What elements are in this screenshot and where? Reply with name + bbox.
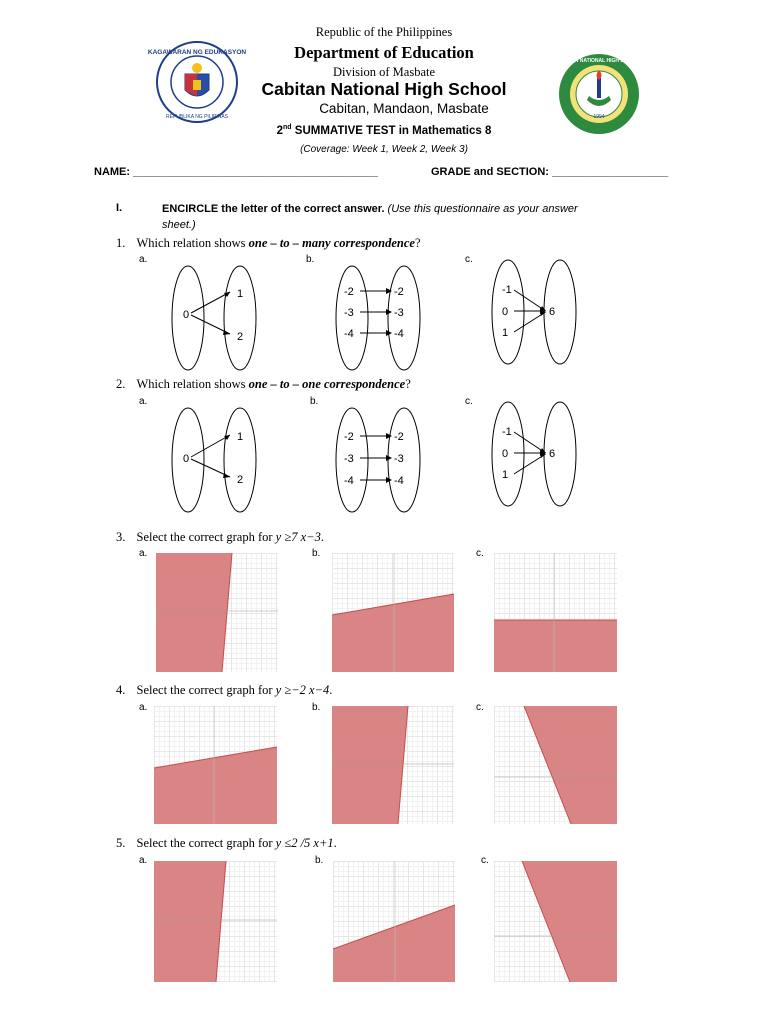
domain-label: -4: [344, 475, 354, 487]
q2-option-b-letter[interactable]: b.: [310, 396, 319, 407]
question-2: [116, 377, 411, 392]
school-seal: [557, 52, 641, 136]
school-seal-ring: CABITAN NATIONAL HIGH SCHOOL: [556, 58, 642, 64]
q2-option-a-letter[interactable]: a.: [139, 396, 148, 407]
test-number-suffix: nd: [283, 124, 292, 131]
question-number: 2.: [116, 377, 126, 391]
domain-label: -3: [344, 453, 354, 465]
question-emphasis: one – to – many correspondence: [248, 236, 415, 250]
question-punct: .: [329, 683, 333, 697]
range-label: 2: [237, 331, 244, 343]
question-emphasis: one – to – one correspondence: [248, 377, 406, 391]
question-text: Which relation shows: [136, 377, 249, 391]
question-text: Select the correct graph for: [136, 530, 276, 544]
grade-label: GRADE and SECTION:: [431, 166, 549, 178]
school-name: Cabitan National High School: [261, 79, 507, 99]
q4-graph-a[interactable]: [154, 706, 277, 824]
coverage-line: (Coverage: Week 1, Week 2, Week 3): [300, 144, 468, 155]
q5-graph-c[interactable]: [494, 861, 617, 982]
q2-mapping-b[interactable]: [330, 404, 430, 524]
question-3: [116, 530, 324, 545]
range-label: -2: [394, 431, 404, 443]
domain-label: 1: [502, 327, 509, 339]
q5-graph-a[interactable]: [154, 861, 277, 982]
domain-label: 0: [502, 306, 509, 318]
range-label: 1: [237, 431, 244, 443]
range-label: -4: [394, 328, 404, 340]
q1-mapping-a[interactable]: [166, 262, 266, 382]
test-title: [214, 124, 554, 137]
q3-option-a-letter[interactable]: a.: [139, 548, 148, 559]
name-label: NAME:: [94, 166, 131, 178]
division-line: Division of Masbate: [332, 65, 436, 79]
q5-option-b-letter[interactable]: b.: [315, 855, 324, 866]
question-5: [116, 836, 337, 851]
q2-mapping-a[interactable]: [166, 404, 266, 524]
q3-graph-c[interactable]: [494, 553, 617, 672]
domain-label: -1: [502, 426, 512, 438]
question-inequality: y ≤2 /5 x+1: [275, 836, 334, 850]
range-label: -2: [394, 286, 404, 298]
q4-option-a-letter[interactable]: a.: [139, 702, 148, 713]
question-inequality: y ≥−2 x−4: [275, 683, 330, 697]
range-label: -4: [394, 475, 404, 487]
department-title: Department of Education: [294, 43, 474, 62]
range-label: -3: [394, 307, 404, 319]
instruction-italic: (Use this questionnaire as your answer: [384, 203, 578, 215]
domain-label: 0: [183, 309, 190, 321]
domain-label: 0: [183, 453, 190, 465]
grade-row: [431, 166, 668, 178]
deped-seal-ring-top: KAGAWARAN NG EDUKASYON: [147, 49, 247, 56]
domain-label: -2: [344, 286, 354, 298]
q4-option-b-letter[interactable]: b.: [312, 702, 321, 713]
q5-option-c-letter[interactable]: c.: [481, 855, 489, 866]
question-punct: .: [333, 836, 337, 850]
domain-label: -1: [502, 284, 512, 296]
grade-blank[interactable]: ___________________: [552, 166, 669, 178]
name-row: [94, 166, 378, 178]
section-numeral: I.: [116, 202, 123, 214]
name-blank[interactable]: ________________________________________: [133, 166, 378, 178]
question-punct: ?: [414, 236, 421, 250]
question-number: 1.: [116, 236, 126, 250]
q4-option-c-letter[interactable]: c.: [476, 702, 484, 713]
republic-line: Republic of the Philippines: [315, 25, 453, 39]
question-text: Select the correct graph for: [136, 683, 276, 697]
question-punct: ?: [405, 377, 411, 391]
q2-option-c-letter[interactable]: c.: [465, 396, 473, 407]
q3-graph-b[interactable]: [332, 553, 454, 672]
question-number: 5.: [116, 836, 126, 850]
question-inequality: y ≥7 x−3: [275, 530, 321, 544]
range-label: 2: [237, 474, 244, 486]
range-label: 6: [549, 306, 556, 318]
question-punct: .: [320, 530, 324, 544]
domain-label: -4: [344, 328, 354, 340]
range-label: 6: [549, 448, 556, 460]
q3-option-c-letter[interactable]: c.: [476, 548, 484, 559]
question-text: Select the correct graph for: [136, 836, 276, 850]
instruction-italic-2: sheet.): [162, 219, 196, 231]
question-number: 4.: [116, 683, 126, 697]
domain-label: 0: [502, 448, 509, 460]
q5-option-a-letter[interactable]: a.: [139, 855, 148, 866]
question-1: [116, 236, 421, 251]
school-seal-year: 1994: [593, 114, 605, 120]
domain-label: -3: [344, 307, 354, 319]
instruction-text: [162, 201, 652, 233]
q1-mapping-c[interactable]: [486, 256, 586, 376]
instruction-bold: ENCIRCLE the letter of the correct answer.: [162, 203, 385, 215]
range-label: -3: [394, 453, 404, 465]
q1-option-b-letter[interactable]: b.: [306, 254, 315, 265]
school-address: Cabitan, Mandaon, Masbate: [319, 101, 489, 116]
q1-option-c-letter[interactable]: c.: [465, 254, 473, 265]
question-4: [116, 683, 332, 698]
q4-graph-b[interactable]: [332, 706, 454, 824]
test-number: 2: [276, 124, 284, 137]
q1-option-a-letter[interactable]: a.: [139, 254, 148, 265]
domain-label: 1: [502, 469, 509, 481]
q4-graph-c[interactable]: [494, 706, 617, 824]
question-number: 3.: [116, 530, 126, 544]
range-label: 1: [237, 288, 244, 300]
q2-mapping-c[interactable]: [486, 398, 586, 518]
test-title-text: SUMMATIVE TEST in Mathematics 8: [291, 124, 492, 137]
q3-option-b-letter[interactable]: b.: [312, 548, 321, 559]
q1-mapping-b[interactable]: [330, 262, 430, 382]
question-text: Which relation shows: [136, 236, 249, 250]
deped-seal-ring-bottom: REPUBLIKA NG PILIPINAS: [166, 114, 228, 120]
q5-graph-b[interactable]: [333, 861, 455, 982]
q3-graph-a[interactable]: [156, 553, 278, 672]
domain-label: -2: [344, 431, 354, 443]
